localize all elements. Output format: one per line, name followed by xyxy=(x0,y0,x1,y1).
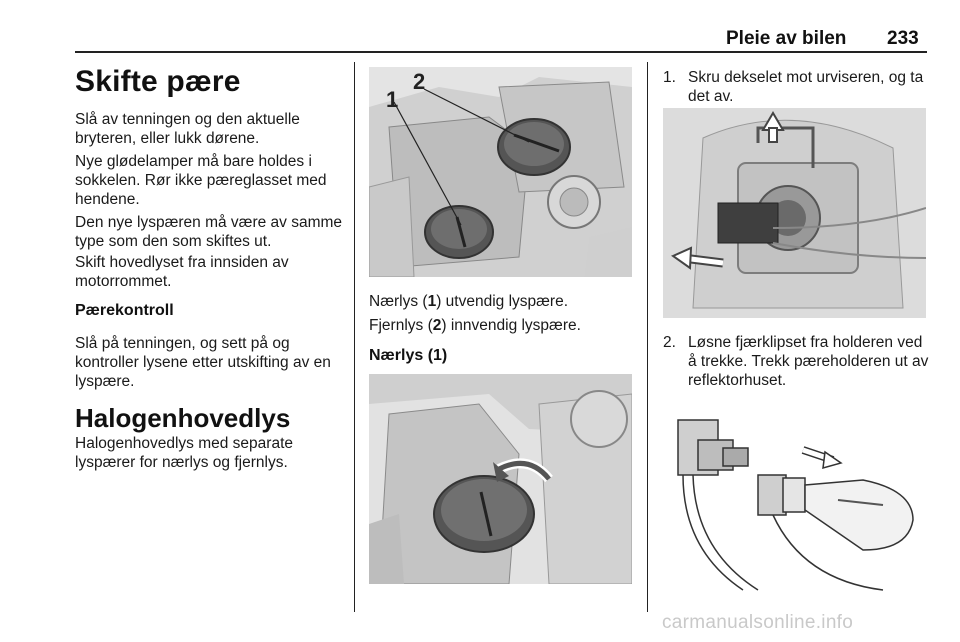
figure-remove-cover xyxy=(663,108,926,318)
figure-low-beam-cover xyxy=(369,374,632,584)
subheading-low-beam: Nærlys (1) xyxy=(369,347,448,364)
figure-label-2: 2 xyxy=(413,69,426,94)
caption-high-beam: Fjernlys (2) innvendig lyspære. xyxy=(369,317,581,334)
figure-bulb-holder xyxy=(663,390,926,600)
header-rule xyxy=(75,51,927,53)
figure-headlamp-covers xyxy=(369,67,632,277)
paragraph-bulb-check: Slå på tenningen, og sett på og kontroller lysene etter utskifting av en lyspære. xyxy=(75,335,331,390)
step-1-number: 1. xyxy=(663,69,676,86)
caption-low-beam: Nærlys (1) utvendig lyspære. xyxy=(369,293,568,310)
column-divider-2 xyxy=(647,62,648,612)
paragraph-ignition: Slå av tenningen og den aktuelle bryteren, eller lukk dørene. xyxy=(75,111,300,147)
column-divider-1 xyxy=(354,62,355,612)
step-2-text: Løsne fjærklipset fra holderen ved å trekke. Trekk pæreholderen ut av reflektorhuset. xyxy=(688,334,929,389)
subheading-bulb-check: Pærekontroll xyxy=(75,302,174,319)
step-2-number: 2. xyxy=(663,334,676,351)
running-header-title: Pleie av bilen xyxy=(726,28,847,49)
paragraph-replace-from-inside: Skift hovedlyset fra innsiden av motorrommet. xyxy=(75,254,289,290)
section-heading-halogen: Halogenhovedlys xyxy=(75,403,291,433)
paragraph-halogen: Halogenhovedlys med separate lyspærer for nærlys og fjernlys. xyxy=(75,435,293,471)
page-heading: Skifte pære xyxy=(75,65,241,98)
watermark: carmanualsonline.info xyxy=(662,612,854,633)
paragraph-handling: Nye glødelamper må bare holdes i sokkelen. Rør ikke pæreglasset med hendene. xyxy=(75,153,327,208)
figure-label-1: 1 xyxy=(386,87,399,112)
step-1-text: Skru dekselet mot urviseren, og ta det av. xyxy=(688,69,924,105)
paragraph-same-type: Den nye lyspæren må være av samme type som den som skiftes ut. xyxy=(75,214,343,250)
page-number: 233 xyxy=(887,28,919,49)
